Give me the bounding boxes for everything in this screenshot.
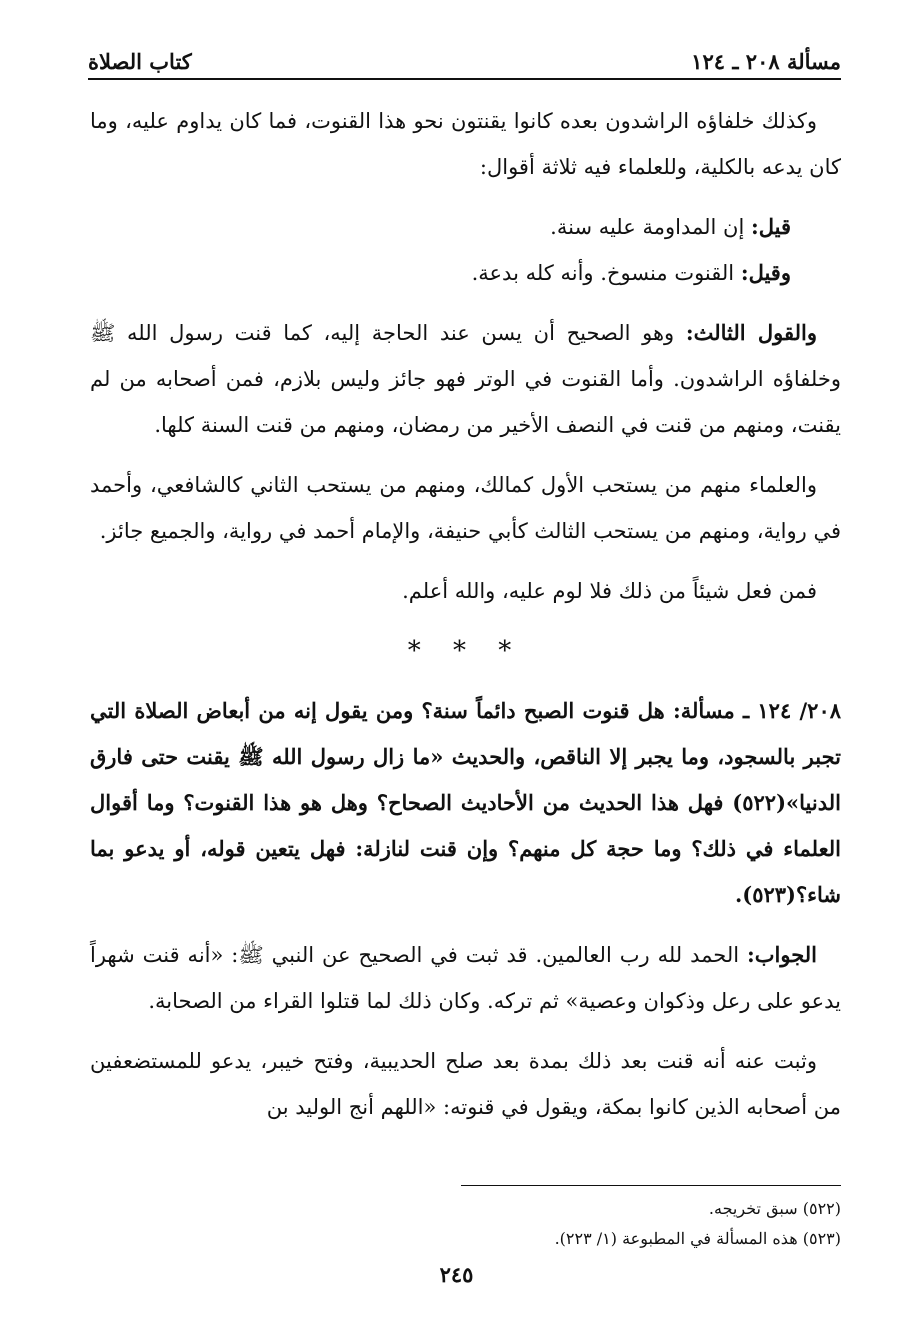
footnote-523: (٥٢٣) هذه المسألة في المطبوعة (١/ ٢٢٣). — [554, 1229, 841, 1248]
question-paragraph: ٢٠٨/ ١٢٤ ـ مسألة: هل قنوت الصبح دائماً سنة؟ ومن يقول إنه من أبعاض الصلاة التي تجبر بالسجود، وما يجبر إلا الناقص، والحديث «ما زال رسول الله ﷺ يقنت حتى فارق الدنيا»(٥٢٢) فهل هذا الحديث من الأحاديث الصحاح؟ وهل هو هذا القنوت؟ وما أقوال العلماء في ذلك؟ وما حجة كل منهم؟ وإن قنت لنازلة: فهل يتعين قوله، أو يدعو بما شاء؟(٥٢٣). — [90, 698, 842, 907]
footnotes — [90, 1194, 841, 1254]
header-section-number: مسألة ٢٠٨ ـ ١٢٤ — [691, 49, 841, 74]
paragraph-4: فمن فعل شيئاً من ذلك فلا لوم عليه، والله أعلم. — [402, 579, 817, 603]
opinion-1-text: إن المداومة عليه سنة. — [550, 215, 751, 239]
answer-lead: الجواب: — [747, 942, 817, 967]
page-number: ٢٤٥ — [439, 1262, 474, 1287]
header-book-title: كتاب الصلاة — [88, 49, 192, 74]
paragraph-2 — [90, 310, 841, 448]
opinion-2 — [90, 250, 841, 296]
opinion-1 — [90, 204, 841, 250]
answer-text: الحمد لله رب العالمين. قد ثبت في الصحيح عن النبي ﷺ: «أنه قنت شهراً يدعو على رعل وذكوان وعصية» ثم تركه. وكان ذلك لما قتلوا القراء من الصحابة. — [90, 943, 841, 1013]
footnote-522: (٥٢٢) سبق تخريجه. — [708, 1199, 841, 1218]
section-separator: * * * — [407, 636, 524, 666]
opinion-1-lead: قيل: — [750, 214, 791, 239]
third-opinion-lead: والقول الثالث: — [685, 320, 818, 345]
opinion-2-lead: وقيل: — [740, 260, 791, 285]
opinion-2-text: القنوت منسوخ. وأنه كله بدعة. — [471, 261, 741, 285]
answer-paragraph — [90, 932, 841, 1024]
running-header — [88, 34, 841, 80]
paragraph-5: وثبت عنه أنه قنت بعد ذلك بمدة بعد صلح الحديبية، وفتح خيبر، يدعو للمستضعفين من أصحابه الذين كانوا بمكة، ويقول في قنوته: «اللهم أنج الوليد بن — [90, 1049, 841, 1119]
paragraph-3: والعلماء منهم من يستحب الأول كمالك، ومنهم من يستحب الثاني كالشافعي، وأحمد في رواية، ومنهم من يستحب الثالث كأبي حنيفة، والإمام أحمد في رواية، والجميع جائز. — [90, 473, 841, 543]
main-text — [90, 98, 841, 1144]
paragraph-1: وكذلك خلفاؤه الراشدون بعده كانوا يقنتون نحو هذا القنوت، فما كان يداوم عليه، وما كان يدعه بالكلية، وللعلماء فيه ثلاثة أقوال: — [90, 109, 841, 179]
footnote-divider — [461, 1185, 841, 1186]
third-opinion-text: وهو الصحيح أن يسن عند الحاجة إليه، كما قنت رسول الله ﷺ وخلفاؤه الراشدون. وأما القنوت في الوتر فهو جائز وليس بلازم، فمن أصحابه من لم يقنت، ومنهم من قنت في النصف الأخير من رمضان، ومنهم من قنت السنة كلها. — [90, 321, 841, 437]
